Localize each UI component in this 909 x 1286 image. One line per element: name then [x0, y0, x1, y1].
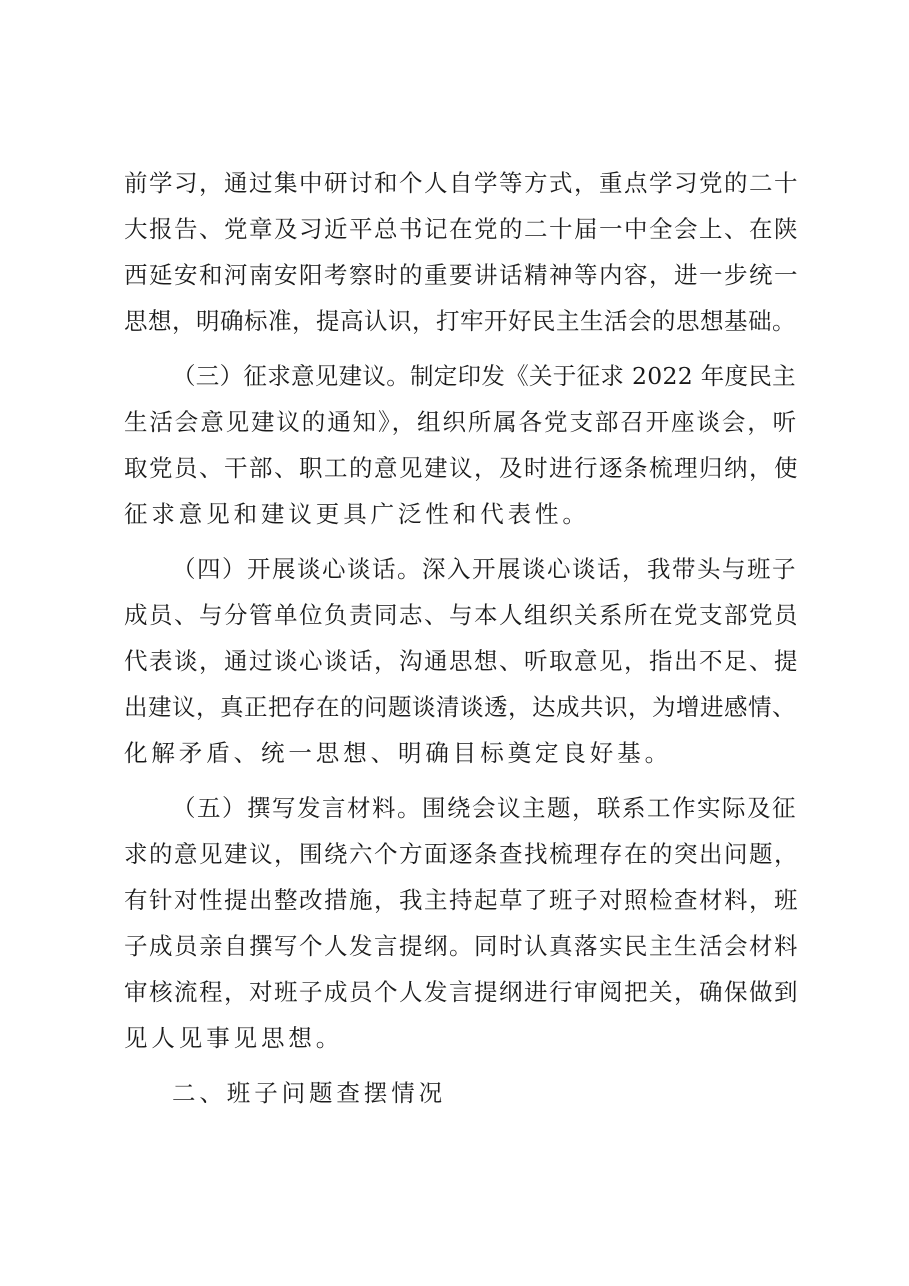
text-line: 成员、与分管单位负责同志、与本人组织关系所在党支部党员 [124, 601, 799, 629]
text-line: 化解矛盾、统一思想、明确目标奠定良好基。 [124, 739, 672, 767]
text-line: 代表谈，通过谈心谈话，沟通思想、听取意见，指出不足、提 [124, 647, 799, 675]
text-line: 求的意见建议，围绕六个方面逐条查找梳理存在的突出问题， [124, 840, 799, 868]
text-line: 西延安和河南安阳考察时的重要讲话精神等内容，进一步统一 [124, 261, 799, 289]
text-line: 子成员亲自撰写个人发言提纲。同时认真落实民主生活会材料 [124, 932, 799, 960]
text-line: 见人见事见思想。 [124, 1024, 344, 1052]
text-line: 前学习，通过集中研讨和个人自学等方式，重点学习党的二十 [124, 169, 799, 197]
text-line: 审核流程，对班子成员个人发言提纲进行审阅把关，确保做到 [124, 978, 799, 1006]
text-line: 取党员、干部、职工的意见建议，及时进行逐条梳理归纳，使 [124, 454, 799, 482]
text-line: 征求意见和建议更具广泛性和代表性。 [124, 500, 590, 528]
paragraph-heading-line: （四）开展谈心谈话。深入开展谈心谈话，我带头与班子 [172, 555, 797, 583]
text-line: 生活会意见建议的通知》，组织所属各党支部召开座谈会，听 [124, 408, 799, 436]
text-line: 大报告、党章及习近平总书记在党的二十届一中全会上、在陕 [124, 215, 799, 243]
text-line: 思想，明确标准，提高认识，打牢开好民主生活会的思想基础。 [124, 307, 796, 335]
paragraph-heading-line: （五）撰写发言材料。围绕会议主题，联系工作实际及征 [172, 794, 797, 822]
text-line: 有针对性提出整改措施，我主持起草了班子对照检查材料，班 [124, 886, 799, 914]
section-heading: 二、班子问题查摆情况 [172, 1079, 446, 1107]
text-line: 出建议，真正把存在的问题谈清谈透，达成共识，为增进感情、 [124, 693, 796, 721]
paragraph-heading-line: （三）征求意见建议。制定印发《关于征求 2022 年度民主 [172, 362, 796, 390]
